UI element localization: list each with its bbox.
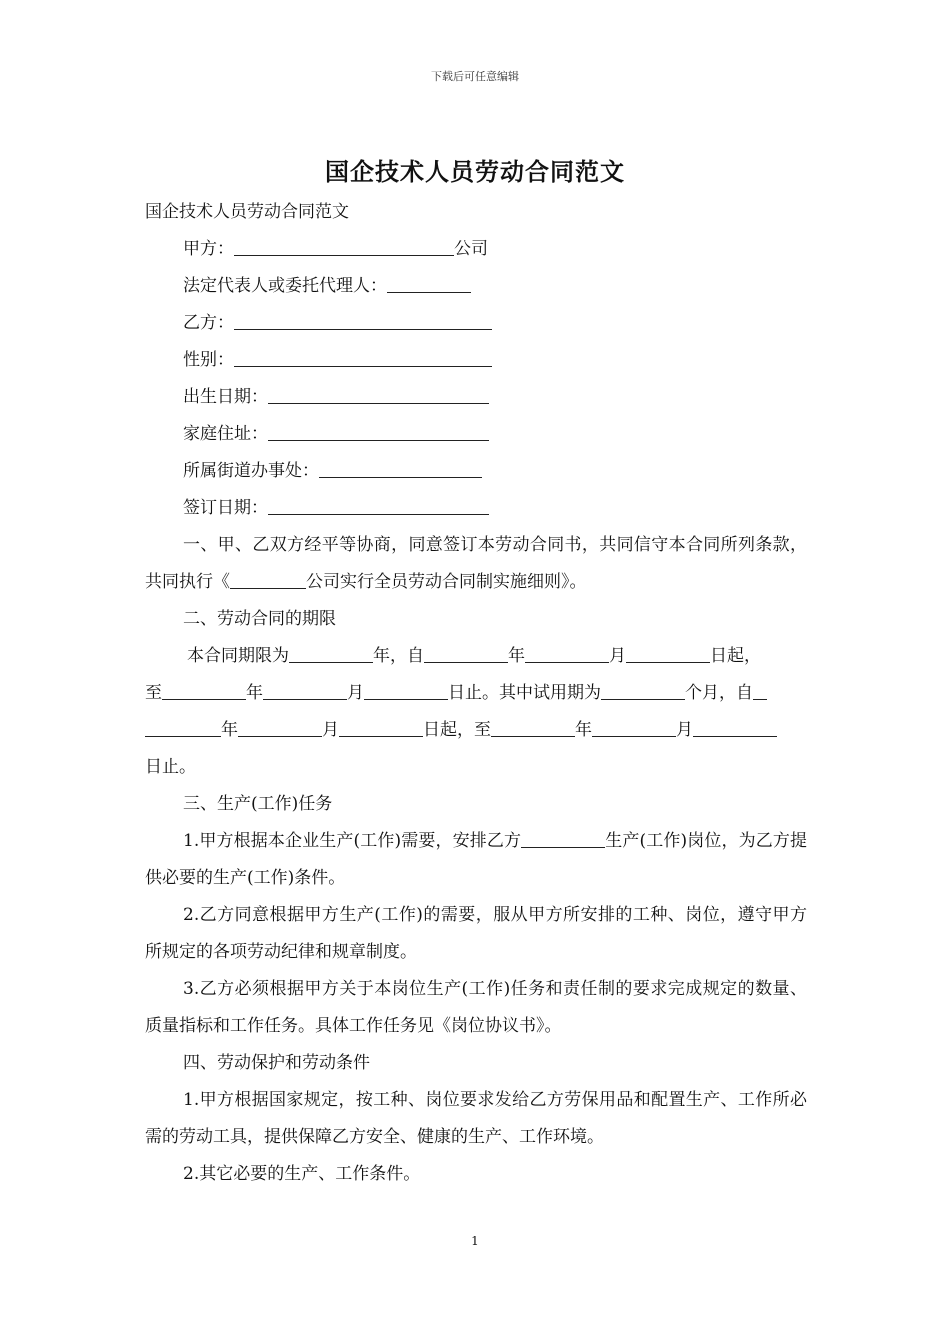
section-4-item-2: 2.其它必要的生产、工作条件。: [183, 1164, 421, 1184]
probation-text: 日止。其中试用期为: [448, 683, 601, 703]
address-label: 家庭住址：: [183, 424, 268, 444]
gender-field: [145, 342, 807, 379]
day-start2-text: 日起，至: [423, 720, 491, 740]
year-text: 年: [221, 720, 238, 740]
probation-months-blank: [601, 681, 685, 700]
gender-blank: [234, 348, 492, 367]
page-header: 下载后可任意编辑: [431, 70, 519, 83]
item-1-text-a: 1.甲方根据本企业生产(工作)需要，安排乙方: [183, 831, 522, 851]
birth-blank: [268, 385, 489, 404]
month-text: 月: [322, 720, 339, 740]
year-text: 年: [575, 720, 592, 740]
party-a-field: [145, 231, 807, 268]
address-field: [145, 416, 807, 453]
birth-label: 出生日期：: [183, 387, 268, 407]
term-line-3: [145, 712, 807, 749]
position-blank: [521, 829, 605, 848]
term-line-2: [145, 675, 807, 712]
birth-field: [145, 379, 807, 416]
section-3-heading: 三、生产(工作)任务: [183, 794, 333, 814]
section-2-heading: 二、劳动合同的期限: [183, 609, 336, 629]
probation-end-year-blank: [491, 718, 575, 737]
party-a-blank: [234, 237, 454, 256]
street-office-blank: [319, 459, 482, 478]
section-4-item-1: 1.甲方根据国家规定，按工种、岗位要求发给乙方劳保用品和配置生产、工作所必需的劳动工具，提供保障乙方安全、健康的生产、工作环境。: [145, 1090, 807, 1147]
probation-end-month-blank: [592, 718, 676, 737]
start-year-blank: [424, 644, 508, 663]
from-text: ，自: [390, 646, 424, 666]
party-a-suffix: 公司: [454, 239, 488, 259]
legal-rep-label: 法定代表人或委托代理人：: [183, 276, 387, 296]
probation-start-year-blank: [145, 718, 221, 737]
section-1-paragraph: [145, 527, 807, 601]
party-b-label: 乙方：: [183, 313, 234, 333]
months-from-text: 个月，自: [685, 683, 753, 703]
start-month-blank: [525, 644, 609, 663]
section-4-heading: 四、劳动保护和劳动条件: [183, 1053, 370, 1073]
page-number: 1: [471, 1234, 479, 1248]
section-3-item-3: 3.乙方必须根据甲方关于本岗位生产(工作)任务和责任制的要求完成规定的数量、质量指标和工作任务。具体工作任务见《岗位协议书》。: [145, 979, 807, 1036]
sign-date-label: 签订日期：: [183, 498, 268, 518]
probation-start-day-blank: [339, 718, 423, 737]
end-year-blank: [162, 681, 246, 700]
probation-start-blank: [753, 681, 767, 700]
term-years-blank: [289, 644, 373, 663]
start-day-blank: [626, 644, 710, 663]
end-month-blank: [263, 681, 347, 700]
term-line-4: 日止。: [145, 757, 196, 777]
year-text: 年: [508, 646, 525, 666]
to-text: 至: [145, 683, 162, 703]
month-text: 月: [609, 646, 626, 666]
address-blank: [268, 422, 489, 441]
section-3-item-1: [145, 823, 807, 897]
probation-end-day-blank: [693, 718, 777, 737]
item-1-text-b: 生产(工作)岗位，为乙方提供必要的生产(工作)条件。: [145, 831, 807, 888]
party-a-label: 甲方：: [183, 239, 234, 259]
month-text: 月: [347, 683, 364, 703]
year-text: 年: [246, 683, 263, 703]
year-text: 年: [373, 646, 390, 666]
subtitle: 国企技术人员劳动合同范文: [145, 202, 349, 222]
party-b-blank: [234, 311, 492, 330]
section-3-item-2: 2.乙方同意根据甲方生产(工作)的需要，服从甲方所安排的工种、岗位，遵守甲方所规定的各项劳动纪律和规章制度。: [145, 905, 807, 962]
street-office-field: [145, 453, 807, 490]
term-line-1: [145, 638, 807, 675]
legal-rep-field: [145, 268, 807, 305]
section-1-text-b: 公司实行全员劳动合同制实施细则》。: [306, 572, 587, 592]
month-text: 月: [676, 720, 693, 740]
end-day-blank: [364, 681, 448, 700]
document-body: [145, 194, 807, 1193]
section-2-term-paragraph: [145, 638, 807, 786]
probation-start-month-blank: [238, 718, 322, 737]
company-blank: [230, 570, 306, 589]
gender-label: 性别：: [183, 350, 234, 370]
sign-date-blank: [268, 496, 489, 515]
day-start-text: 日起，: [710, 646, 761, 666]
party-b-field: [145, 305, 807, 342]
document-title: 国企技术人员劳动合同范文: [325, 157, 625, 186]
sign-date-field: [145, 490, 807, 527]
term-start-text: 本合同期限为: [187, 646, 289, 666]
section-1-text-a: 一、甲、乙双方经平等协商，同意签订本劳动合同书，共同信守本合同所列条款，共同执行《: [145, 535, 807, 592]
legal-rep-blank: [387, 274, 471, 293]
street-office-label: 所属街道办事处：: [183, 461, 319, 481]
